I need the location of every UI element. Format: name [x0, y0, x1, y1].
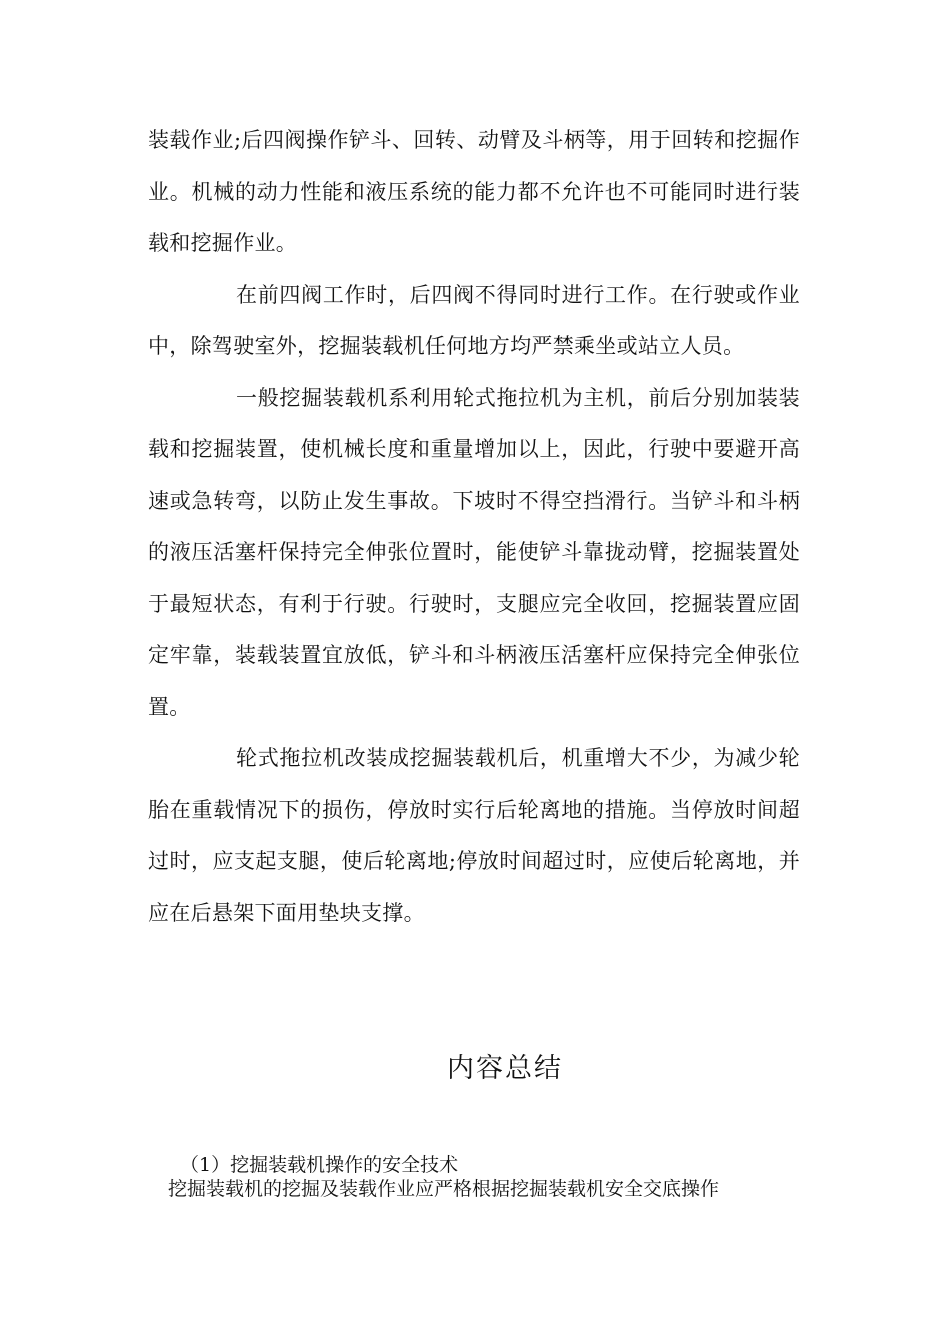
paragraph-4: 轮式拖拉机改装成挖掘装载机后，机重增大不少，为减少轮胎在重载情况下的损伤，停放时实行后轮离地的措施。当停放时间超过时，应支起支腿，使后轮离地;停放时间超过时，应使后轮离地，并应在后悬架下面用垫块支撑。: [148, 746, 800, 925]
summary-title: 内容总结: [447, 1053, 563, 1084]
paragraph-1: 装载作业;后四阀操作铲斗、回转、动臂及斗柄等，用于回转和挖掘作业。机械的动力性能和液压系统的能力都不允许也不可能同时进行装载和挖掘作业。: [148, 128, 800, 255]
paragraph-2: 在前四阀工作时，后四阀不得同时进行工作。在行驶或作业中，除驾驶室外，挖掘装载机任何地方均严禁乘坐或站立人员。: [148, 282, 800, 358]
summary-description: 挖掘装载机的挖掘及装载作业应严格根据挖掘装载机安全交底操作: [168, 1178, 720, 1200]
summary-item: （1）挖掘装载机操作的安全技术: [180, 1154, 459, 1176]
document-body: [148, 115, 800, 939]
paragraph-3: 一般挖掘装载机系利用轮式拖拉机为主机，前后分别加装装载和挖掘装置，使机械长度和重量增加以上，因此，行驶中要避开高速或急转弯，以防止发生事故。下坡时不得空挡滑行。当铲斗和斗柄的液压活塞杆保持完全伸张位置时，能使铲斗靠拢动臂，挖掘装置处于最短状态，有利于行驶。行驶时，支腿应完全收回，挖掘装置应固定牢靠，装载装置宜放低，铲斗和斗柄液压活塞杆应保持完全伸张位置。: [148, 385, 800, 719]
